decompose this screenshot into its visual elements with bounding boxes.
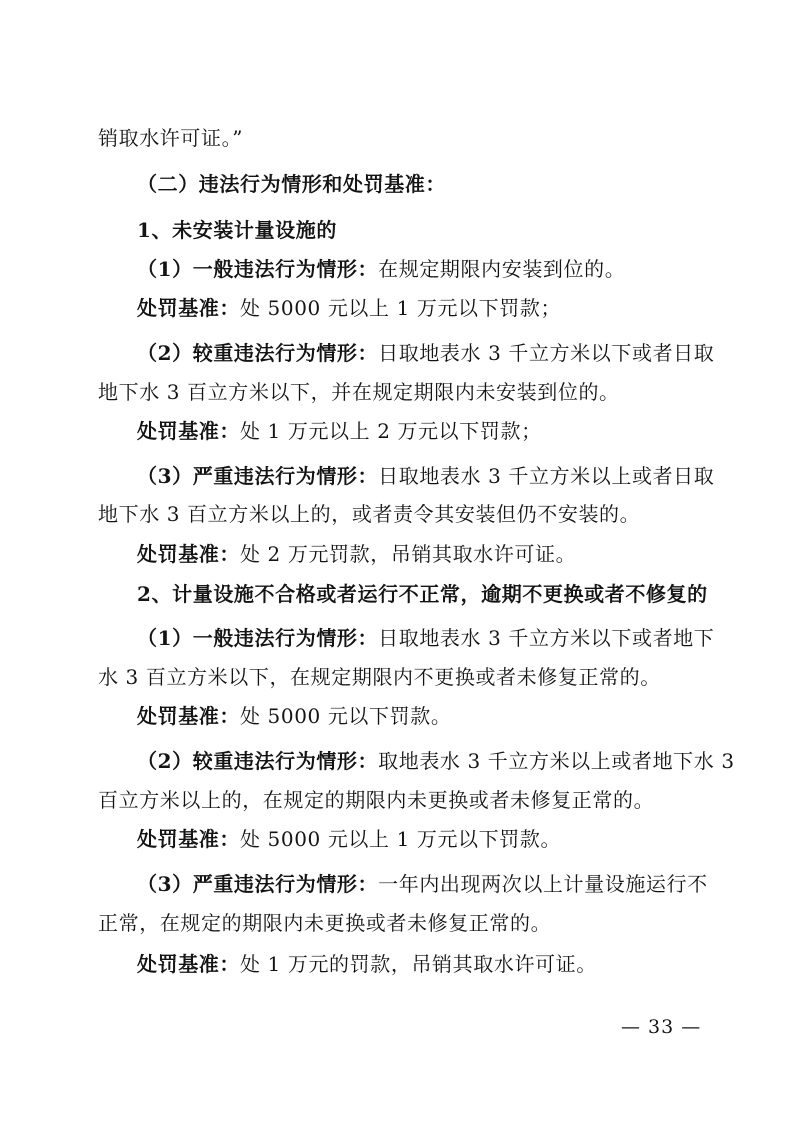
- case-2-3: [137, 870, 708, 898]
- section-heading-text: （二）违法行为情形和处罚基准：: [137, 172, 446, 196]
- case-label: （1）一般违法行为情形：: [137, 257, 379, 281]
- case-label: （2）较重违法行为情形：: [137, 749, 379, 773]
- case-label: （2）较重违法行为情形：: [137, 341, 379, 365]
- penalty-label: 处罚基准：: [137, 419, 240, 443]
- case-1-3-continued: [98, 500, 698, 528]
- page-number: — 33 —: [621, 1016, 702, 1038]
- section-heading: [137, 170, 698, 198]
- case-label: （1）一般违法行为情形：: [137, 626, 379, 650]
- case-label: （3）严重违法行为情形：: [137, 872, 379, 896]
- case-text: 百立方米以上的，在规定的期限内未更换或者未修复正常的。: [98, 788, 655, 812]
- penalty-label: 处罚基准：: [137, 542, 240, 566]
- penalty-2-1: [137, 702, 698, 730]
- penalty-text: 处 1 万元的罚款，吊销其取水许可证。: [240, 952, 597, 976]
- case-text: 日取地表水 3 千立方米以下或者日取: [378, 341, 715, 365]
- penalty-text: 处 5000 元以下罚款。: [240, 704, 452, 728]
- case-text: 日取地表水 3 千立方米以下或者地下: [378, 626, 715, 650]
- penalty-text: 处 5000 元以上 1 万元以下罚款；: [240, 296, 562, 320]
- subsection-heading-text: 2、计量设施不合格或者运行不正常，逾期不更换或者不修复的: [137, 582, 708, 606]
- subsection-heading-1: [137, 216, 698, 244]
- case-text: 地下水 3 百立方米以上的，或者责令其安装但仍不安装的。: [98, 502, 641, 526]
- case-text: 正常，在规定的期限内未更换或者未修复正常的。: [98, 911, 552, 935]
- penalty-2-2: [137, 825, 698, 853]
- penalty-text: 处 5000 元以上 1 万元以下罚款。: [240, 827, 562, 851]
- subsection-heading-2: [137, 580, 708, 608]
- penalty-label: 处罚基准：: [137, 296, 240, 320]
- case-text: 日取地表水 3 千立方米以上或者日取: [378, 464, 715, 488]
- case-1-2: [137, 339, 715, 367]
- text-line-continuation: [98, 124, 698, 152]
- case-label: （3）严重违法行为情形：: [137, 464, 379, 488]
- case-text: 在规定期限内安装到位的。: [378, 257, 626, 281]
- case-2-1-continued: [98, 663, 698, 691]
- case-2-2-continued: [98, 786, 698, 814]
- penalty-label: 处罚基准：: [137, 704, 240, 728]
- case-2-2: [137, 747, 735, 775]
- penalty-1-2: [137, 417, 698, 445]
- paragraph-text: 销取水许可证。”: [98, 126, 244, 150]
- case-text: 地下水 3 百立方米以下，并在规定期限内未安装到位的。: [98, 380, 620, 404]
- subsection-heading-text: 1、未安装计量设施的: [137, 218, 337, 242]
- penalty-label: 处罚基准：: [137, 827, 240, 851]
- penalty-1-3: [137, 540, 698, 568]
- penalty-text: 处 1 万元以上 2 万元以下罚款；: [240, 419, 542, 443]
- penalty-label: 处罚基准：: [137, 952, 240, 976]
- case-2-3-continued: [98, 909, 698, 937]
- case-1-1: [137, 255, 698, 283]
- penalty-text: 处 2 万元罚款，吊销其取水许可证。: [240, 542, 577, 566]
- case-1-3: [137, 462, 715, 490]
- case-text: 取地表水 3 千立方米以上或者地下水 3: [378, 749, 735, 773]
- case-text: 水 3 百立方米以下，在规定期限内不更换或者未修复正常的。: [98, 665, 661, 689]
- case-text: 一年内出现两次以上计量设施运行不: [378, 872, 708, 896]
- penalty-2-3: [137, 950, 698, 978]
- penalty-1-1: [137, 294, 698, 322]
- case-1-2-continued: [98, 378, 698, 406]
- case-2-1: [137, 624, 715, 652]
